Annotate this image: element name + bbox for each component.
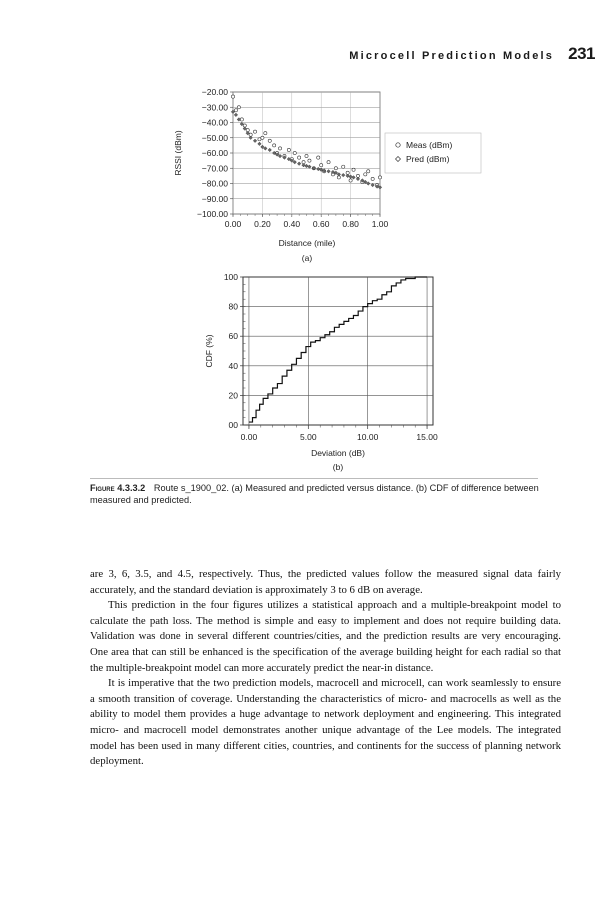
chart-b-ylabel: CDF (%) xyxy=(204,334,214,368)
chart-b-panel-label: (b) xyxy=(332,462,344,472)
chart-b-frame xyxy=(243,277,433,425)
meas-point xyxy=(234,109,237,112)
paragraph-3: It is imperative that the two prediction models, macrocell and microcell, can work seamlessly to ensure a smooth transition of coverage. Understanding the characteristics of micro- and macrocells as well as the ability to model them provides a huge advantage to network deployment and engineering. This integrated micro- and macrocell model demonstrates another unique advantage of the Lee models. The integrated model has been used in many different cities, countries, and continents for the success of planning network deployment. xyxy=(90,677,561,768)
figure-label: Figure xyxy=(90,483,115,493)
chart-a-xtick-label: 0.00 xyxy=(224,219,242,229)
chart-a-ytick-label: −30.00 xyxy=(201,102,228,113)
pred-point xyxy=(316,167,320,171)
chart-b-xtick-label: 5.00 xyxy=(300,432,317,442)
cdf-line xyxy=(249,277,427,422)
caption-divider xyxy=(90,478,538,479)
meas-point xyxy=(342,165,345,168)
chart-a-points xyxy=(231,95,382,189)
chart-a-x-ticks xyxy=(225,214,389,229)
chart-a-ytick-label: −20.00 xyxy=(201,87,228,97)
pred-point xyxy=(234,113,238,117)
pred-point xyxy=(249,136,253,140)
chart-a xyxy=(173,87,481,263)
chart-b-ytick-label: 80 xyxy=(228,301,238,312)
chart-b-xtick-label: 15.00 xyxy=(416,432,438,442)
meas-point xyxy=(237,106,240,109)
chart-a-gridlines xyxy=(233,92,380,214)
meas-point xyxy=(334,167,337,170)
chart-b xyxy=(204,272,438,472)
legend-pred-label: Pred (dBm) xyxy=(406,154,450,164)
page-number: 231 xyxy=(568,44,595,63)
legend-meas-marker xyxy=(396,143,400,147)
meas-point xyxy=(287,148,290,151)
chart-b-xtick-label: 0.00 xyxy=(240,432,258,442)
meas-point xyxy=(352,168,355,171)
pred-point xyxy=(346,174,350,178)
pred-point xyxy=(341,173,345,177)
body-text xyxy=(90,567,561,770)
meas-point xyxy=(293,151,296,154)
pred-point xyxy=(302,163,306,167)
chart-b-ytick-label: 20 xyxy=(228,390,238,401)
meas-point xyxy=(349,179,352,182)
chart-b-ytick-label: 40 xyxy=(228,360,238,371)
meas-point xyxy=(320,164,323,167)
figure-caption-text: Route s_1900_02. (a) Measured and predicted versus distance. (b) CDF of difference between measured and predicted. xyxy=(90,483,539,505)
paragraph-1: are 3, 6, 3.5, and 4.5, respectively. Thus, the predicted values follow the measured signal data fairly accurately, and the standard deviation is approximately 3 to 6 dB on average. xyxy=(90,568,561,596)
chart-a-ytick-label: −50.00 xyxy=(201,132,228,143)
legend-box xyxy=(385,133,481,173)
chart-a-ytick-label: −60.00 xyxy=(201,148,228,158)
chart-a-y-ticks xyxy=(197,87,233,219)
chart-a-ytick-label: −90.00 xyxy=(201,193,228,204)
meas-point xyxy=(231,95,234,98)
chart-b-series xyxy=(249,277,427,422)
pred-point xyxy=(378,186,382,190)
chart-b-xlabel: Deviation (dB) xyxy=(311,448,365,458)
pred-point xyxy=(268,148,272,152)
meas-point xyxy=(327,161,330,164)
running-title: Microcell Prediction Models xyxy=(349,50,555,62)
chart-a-panel-label: (a) xyxy=(301,253,313,263)
chart-b-ytick-label: 60 xyxy=(228,331,238,342)
meas-point xyxy=(278,147,281,150)
legend-meas-label: Meas (dBm) xyxy=(406,140,453,150)
chart-a-ytick-label: −40.00 xyxy=(201,117,228,128)
meas-point xyxy=(371,177,374,180)
meas-point xyxy=(261,136,264,139)
meas-point xyxy=(378,176,381,179)
chart-a-ylabel: RSSI (dBm) xyxy=(173,130,183,176)
chart-b-y-ticks xyxy=(224,272,246,430)
chart-a-xtick-label: 0.20 xyxy=(254,219,271,229)
chart-a-xtick-label: 0.60 xyxy=(312,219,330,229)
chart-a-xlabel: Distance (mile) xyxy=(278,238,336,248)
pred-point xyxy=(371,183,375,187)
pred-point xyxy=(297,162,301,166)
chart-b-ytick-label: 100 xyxy=(223,272,238,282)
pred-point xyxy=(356,177,360,181)
chart-a-xtick-label: 0.40 xyxy=(283,219,301,229)
meas-point xyxy=(253,130,256,133)
pred-point xyxy=(305,164,309,168)
meas-point xyxy=(308,159,311,162)
meas-point xyxy=(273,144,276,147)
chart-a-ytick-label: −100.00 xyxy=(197,209,228,219)
meas-point xyxy=(317,156,320,159)
pred-point xyxy=(258,142,262,146)
meas-point xyxy=(367,170,370,173)
chart-b-x-ticks xyxy=(241,425,438,442)
chart-a-legend xyxy=(385,133,481,173)
pred-point xyxy=(308,165,312,169)
pred-point xyxy=(253,139,257,143)
figure-number: 4.3.3.2 xyxy=(117,483,146,493)
meas-point xyxy=(305,154,308,157)
chart-b-xtick-label: 10.00 xyxy=(357,432,379,442)
pred-point xyxy=(349,175,353,179)
chart-a-xtick-label: 1.00 xyxy=(371,219,389,229)
meas-point xyxy=(268,139,271,142)
chart-b-ytick-label: 00 xyxy=(228,420,238,430)
pred-point xyxy=(237,118,241,122)
meas-point xyxy=(264,132,267,135)
paragraph-2: This prediction in the four figures utilizes a statistical approach and a multiple-breakpoint model to calculate the path loss. The method is simple and easy to implement and does not require building data. Validation was done in several different countries/cities, and the prediction results are very encouraging. One area that can still be enhanced is the specification of the average building height for each radial so that the multiple-breakpoint model can more accurately predict the near-in distance. xyxy=(90,599,561,674)
chart-b-gridlines xyxy=(243,277,433,425)
meas-point xyxy=(364,173,367,176)
chart-a-xtick-label: 0.80 xyxy=(342,219,359,229)
pred-point xyxy=(352,176,356,180)
meas-point xyxy=(298,156,301,159)
chart-a-ytick-label: −80.00 xyxy=(201,178,228,189)
chart-a-ytick-label: −70.00 xyxy=(201,163,228,174)
figure-caption xyxy=(90,482,540,506)
pred-point xyxy=(327,170,331,174)
